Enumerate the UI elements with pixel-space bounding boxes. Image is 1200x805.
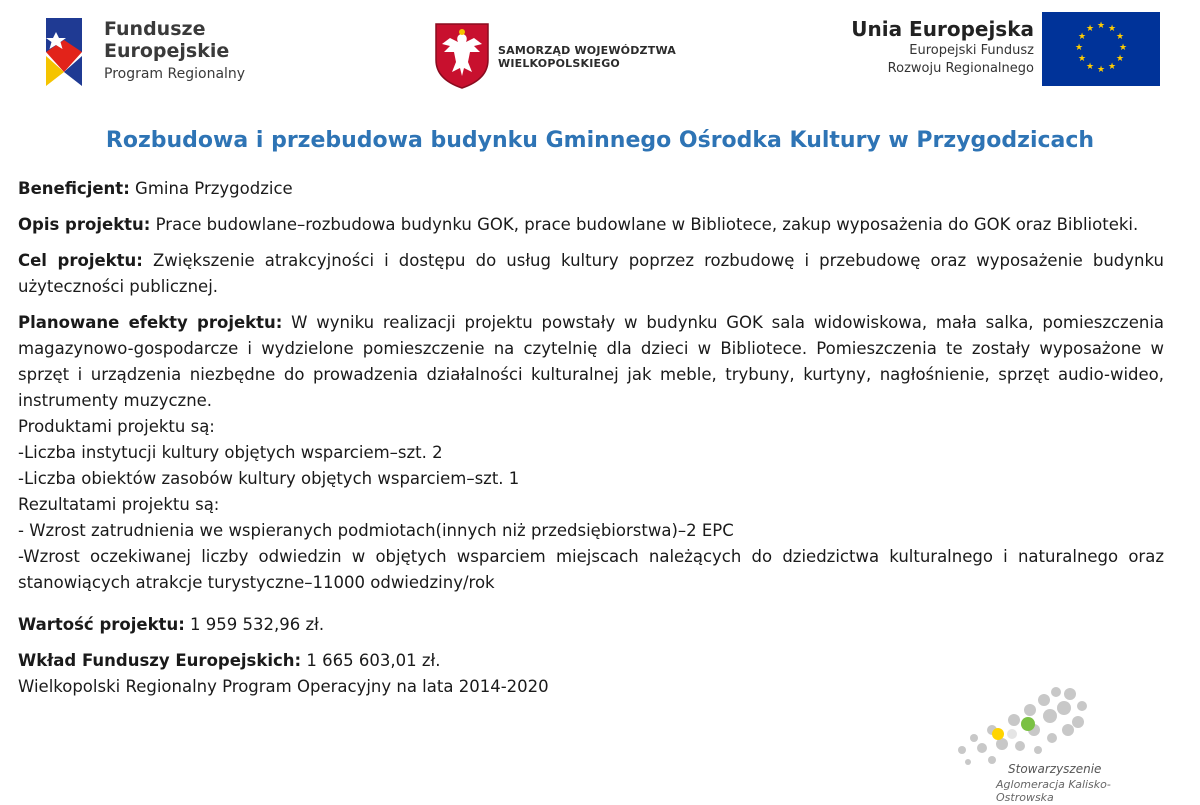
eagle-crest-icon bbox=[432, 20, 492, 90]
eu-flag-icon bbox=[1042, 12, 1160, 86]
fe-logo-line3: Program Regionalny bbox=[104, 66, 246, 82]
svg-text:★: ★ bbox=[1085, 62, 1095, 72]
results-item: -Wzrost oczekiwanej liczby odwiedzin w objętych wsparciem miejscach należących do dziedzictwa kulturalnego i naturalnego oraz stanowiących atrakcje turystyczne–11000 odwiedziny/rok bbox=[18, 547, 1164, 592]
products-heading: Produktami projektu są: bbox=[18, 417, 215, 436]
beneficiary-paragraph bbox=[18, 176, 1164, 202]
goal-label: Cel projektu: bbox=[18, 251, 143, 270]
value-label: Wartość projektu: bbox=[18, 615, 185, 634]
value-amount: 1 959 532,96 zł. bbox=[184, 615, 325, 634]
goal-value: Zwiększenie atrakcyjności i dostępu do usług kultury poprzez rozbudowę i przebudowę oraz wyposażenie budynku użyteczności publicznej. bbox=[18, 251, 1164, 296]
eu-contribution-paragraph bbox=[18, 648, 1164, 674]
project-details bbox=[18, 176, 1164, 700]
association-logo-line2: Aglomeracja Kalisko-Ostrowska bbox=[996, 778, 1111, 804]
svg-text:★: ★ bbox=[1096, 65, 1106, 75]
effects-value: W wyniku realizacji projektu powstały w budynku GOK sala widowiskowa, mała salka, pomieszczenia magazynowo-gospodarcze i wydzielone pomieszczenie na czytelnię dla dzieci w Bibliotece. Pomieszczenia te zostały wyposażone w sprzęt i urządzenia niezbędne do prowadzenia działalności kulturalnej jak meble, trybuny, kurtyny, nagłośnienie, sprzęt audio-wideo, instrumenty muzyczne. bbox=[18, 313, 1165, 410]
beneficiary-label: Beneficjent: bbox=[18, 179, 130, 198]
svg-text:★: ★ bbox=[1115, 54, 1125, 64]
page-title: Rozbudowa i przebudowa budynku Gminnego Ośrodka Kultury w Przygodzicach bbox=[105, 128, 1095, 153]
svg-text:★: ★ bbox=[1077, 32, 1087, 42]
wielkopolska-logo-line1: SAMORZĄD WOJEWÓDZTWA bbox=[498, 44, 676, 57]
results-heading: Rezultatami projektu są: bbox=[18, 495, 220, 514]
wielkopolska-logo-line2: WIELKOPOLSKIEGO bbox=[498, 57, 620, 70]
description-label: Opis projektu: bbox=[18, 215, 151, 234]
association-logo bbox=[952, 684, 1162, 802]
eu-logo-line1: Unia Europejska bbox=[851, 17, 1034, 41]
effects-label: Planowane efekty projektu: bbox=[18, 313, 283, 332]
fe-logo-line2: Europejskie bbox=[104, 40, 230, 62]
description-value: Prace budowlane–rozbudowa budynku GOK, prace budowlane w Bibliotece, zakup wyposażenia do GOK oraz Biblioteki. bbox=[150, 215, 1139, 234]
value-paragraph bbox=[18, 612, 1164, 638]
fundusze-europejskie-mark-icon bbox=[42, 12, 98, 90]
eu-logo bbox=[840, 10, 1160, 88]
svg-text:★: ★ bbox=[1096, 21, 1106, 31]
fe-logo-line1: Fundusze bbox=[104, 18, 206, 40]
goal-paragraph bbox=[18, 248, 1164, 300]
effects-paragraph bbox=[18, 310, 1164, 414]
description-paragraph bbox=[18, 212, 1164, 238]
svg-text:★: ★ bbox=[1118, 43, 1128, 53]
association-logo-line1: Stowarzyszenie bbox=[1008, 762, 1102, 776]
results-item: - Wzrost zatrudnienia we wspieranych podmiotach(innych niż przedsiębiorstwa)–2 EPC bbox=[18, 521, 734, 540]
association-dots-icon bbox=[952, 684, 1092, 768]
wielkopolska-logo bbox=[432, 20, 692, 90]
svg-text:★: ★ bbox=[1107, 24, 1117, 34]
eu-logo-line3: Rozwoju Regionalnego bbox=[887, 61, 1034, 76]
fundusze-europejskie-logo bbox=[42, 10, 272, 94]
svg-text:★: ★ bbox=[1115, 32, 1125, 42]
svg-text:★: ★ bbox=[1085, 24, 1095, 34]
products-item: -Liczba obiektów zasobów kultury objętych wsparciem–szt. 1 bbox=[18, 469, 520, 488]
beneficiary-value: Gmina Przygodzice bbox=[129, 179, 293, 198]
program-name: Wielkopolski Regionalny Program Operacyjny na lata 2014-2020 bbox=[18, 677, 549, 696]
eu-contribution-amount: 1 665 603,01 zł. bbox=[301, 651, 441, 670]
eu-logo-line2: Europejski Fundusz bbox=[909, 43, 1034, 58]
svg-text:★: ★ bbox=[1107, 62, 1117, 72]
svg-text:★: ★ bbox=[1074, 43, 1084, 53]
svg-text:★: ★ bbox=[1077, 54, 1087, 64]
eu-contribution-label: Wkład Funduszy Europejskich: bbox=[18, 651, 302, 670]
products-item: -Liczba instytucji kultury objętych wsparciem–szt. 2 bbox=[18, 443, 443, 462]
